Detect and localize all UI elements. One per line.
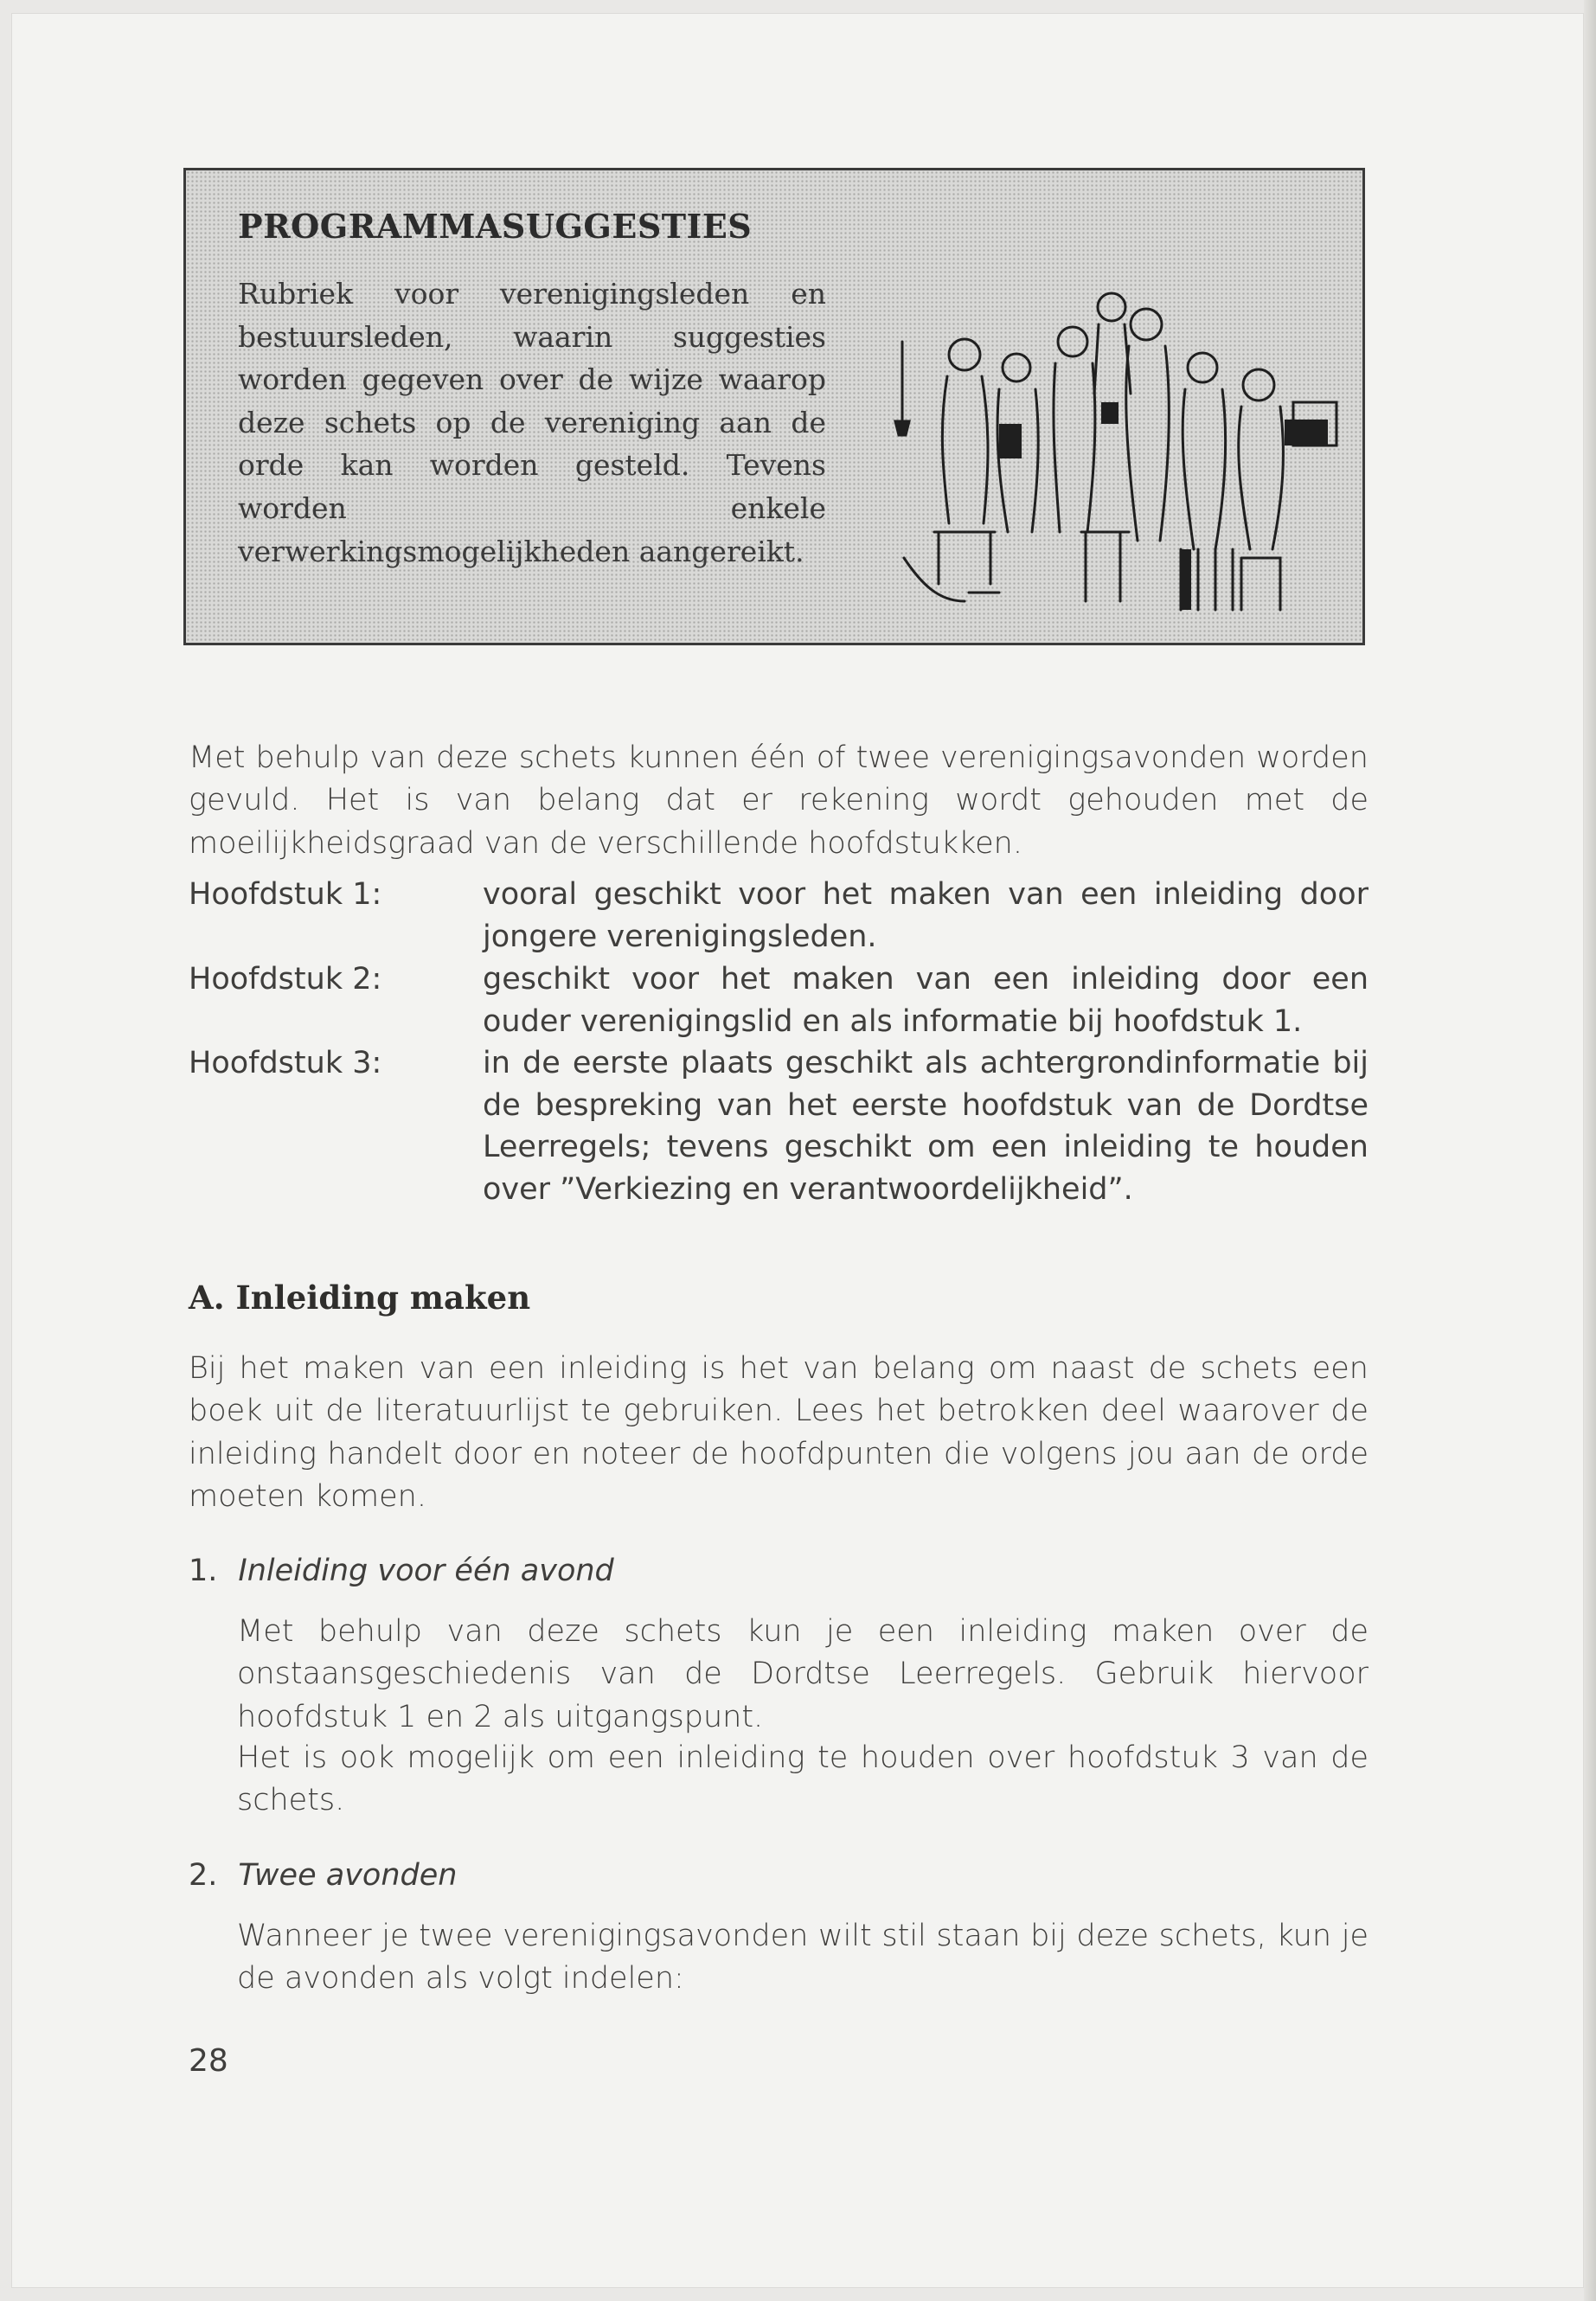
rubric-text: Rubriek voor verenigingsleden en bestuursleden, waarin suggesties worden gegeven over de wijze waarop deze schets op de vereniging aan de orde kan worden gesteld. Tevens worden enkele verwerkingsmogelijkheden aangereikt. — [238, 277, 826, 568]
item-number: 2. — [189, 1858, 218, 1893]
chapter-row — [189, 958, 1368, 1045]
chapter-label: Hoofdstuk 1: — [189, 877, 382, 912]
rubric-title: PROGRAMMASUGGESTIES — [238, 207, 753, 246]
item-heading — [189, 1554, 614, 1588]
intro-paragraph: Met behulp van deze schets kunnen één of twee verenigingsavonden worden gevuld. Het is van belang dat er rekening wordt gehouden met de moeilijkheidsgraad van de verschillende hoofdstukken. — [189, 740, 1368, 861]
item-number: 1. — [189, 1554, 218, 1588]
chapter-description: in de eerste plaats geschikt als achtergrondinformatie bij de bespreking van het eerste hoofdstuk van de Dordtse Leerregels; tevens geschikt om een inleiding te houden over ”Verkiezing en verantwoordelijkheid”. — [483, 1046, 1368, 1207]
item-paragraph: Met behulp van deze schets kun je een inleiding maken over de onstaansgeschiedenis van de Dordtse Leerregels. Gebruik hiervoor hoofdstuk 1 en 2 als uitgangspunt. — [237, 1614, 1368, 1734]
item-paragraph: Het is ook mogelijk om een inleiding te houden over hoofdstuk 3 van de schets. — [237, 1740, 1368, 1818]
chapter-row — [189, 874, 1368, 960]
chapter-description: vooral geschikt voor het maken van een inleiding door jongere verenigingsleden. — [483, 877, 1368, 954]
chapter-label: Hoofdstuk 3: — [189, 1046, 382, 1080]
item-paragraph: Wanneer je twee verenigingsavonden wilt stil staan bij deze schets, kun je de avonden als volgt indelen: — [237, 1919, 1368, 1997]
page-edge — [1584, 0, 1596, 2301]
chapter-description: geschikt voor het maken van een inleiding door een ouder verenigingslid en als informatie bij hoofdstuk 1. — [483, 962, 1368, 1039]
chapter-label: Hoofdstuk 2: — [189, 962, 382, 997]
item-heading — [189, 1858, 457, 1893]
item-title: Twee avonden — [238, 1858, 458, 1893]
meeting-sketch-illustration — [887, 272, 1345, 619]
section-heading: A. Inleiding maken — [189, 1279, 531, 1317]
item-title: Inleiding voor één avond — [238, 1554, 614, 1588]
chapter-row — [189, 1042, 1368, 1259]
rubric-box — [183, 168, 1365, 645]
section-a-paragraph: Bij het maken van een inleiding is het van belang om naast de schets een boek uit de literatuurlijst te gebruiken. Lees het betrokken deel waarover de inleiding handelt door en noteer de hoofdpunten die volgens jou aan de orde moeten komen. — [189, 1351, 1368, 1515]
page-number: 28 — [189, 2043, 228, 2079]
